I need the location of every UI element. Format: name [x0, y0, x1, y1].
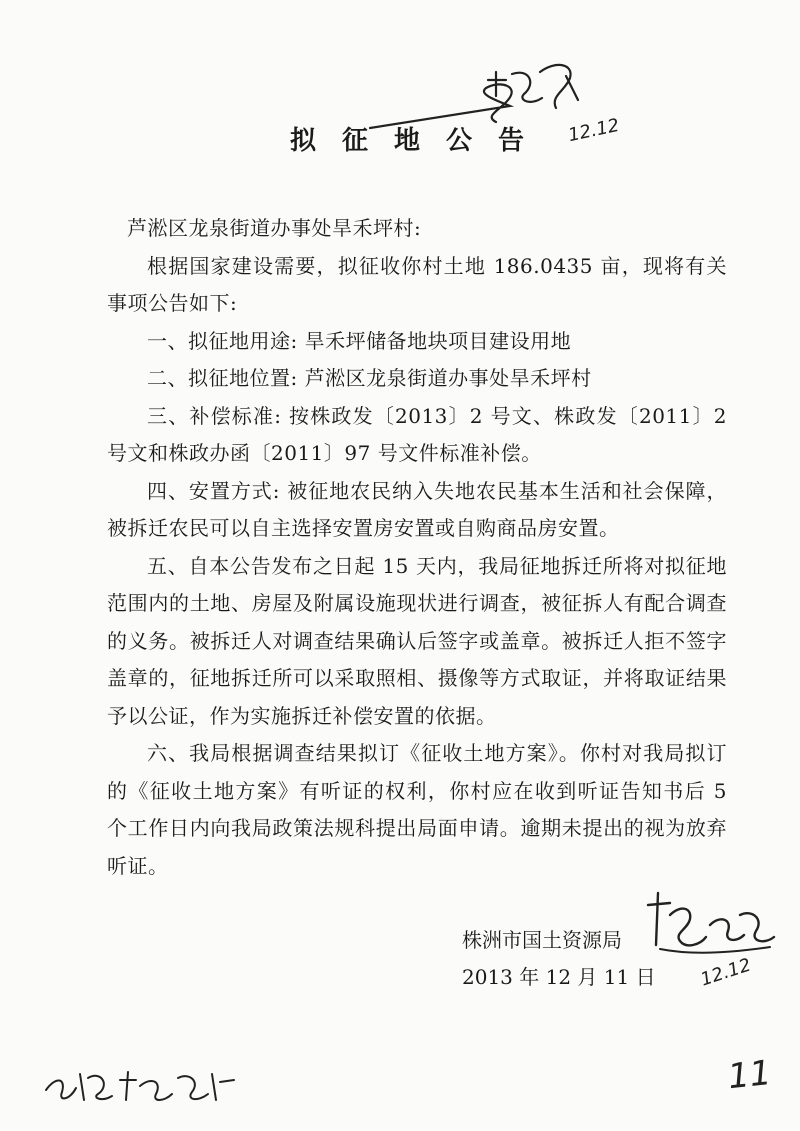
handwritten-signature-bottom	[40, 1060, 240, 1110]
addressee: 芦淞区龙泉街道办事处旱禾坪村:	[127, 216, 422, 240]
paragraph-survey: 五、自本公告发布之日起 15 天内，我局征地拆迁所将对拟征地范围内的土地、房屋及附属设施现状进行调查，被征拆人有配合调查的义务。被拆迁人对调查结果确认后签字或盖章。被拆迁人拒不签字盖章的，征地拆迁所可以采取照相、摄像等方式取证，并将取证结果予以公证，作为实施拆迁补偿安置的依据。	[107, 553, 727, 728]
issuer: 株洲市国土资源局	[462, 928, 622, 952]
notice-title: 拟征地公告	[289, 126, 550, 156]
handwritten-date-top: 12.12	[566, 114, 622, 147]
handwritten-page-number: 11	[726, 1052, 774, 1098]
signoff	[462, 922, 656, 996]
paragraph-purpose: 一、拟征地用途: 旱禾坪储备地块项目建设用地	[147, 328, 572, 353]
issue-date: 2013 年 12 月 11 日	[462, 965, 656, 989]
handwritten-signature-right	[640, 885, 790, 965]
paragraph-location: 二、拟征地位置: 芦淞区龙泉街道办事处旱禾坪村	[147, 366, 592, 390]
paragraph-intro: 根据国家建设需要，拟征收你村土地 186.0435 亩，现将有关事项公告如下:	[107, 253, 727, 315]
notice-body	[107, 210, 727, 885]
paragraph-hearing: 六、我局根据调查结果拟订《征收土地方案》。你村对我局拟订的《征收土地方案》有听证的权利，你村应在收到听证告知书后 5 个工作日内向我局政策法规科提出局面申请。逾期未提出的视为放弃听证。	[107, 741, 727, 878]
paragraph-compensation: 三、补偿标准: 按株政发〔2013〕2 号文、株政发〔2011〕2 号文和株政办函〔2011〕97 号文件标准补偿。	[107, 403, 727, 465]
paragraph-resettlement: 四、安置方式: 被征地农民纳入失地农民基本生活和社会保障，被拆迁农民可以自主选择安置房安置或自购商品房安置。	[107, 478, 727, 540]
handwritten-date-right: 12.12	[698, 954, 754, 991]
